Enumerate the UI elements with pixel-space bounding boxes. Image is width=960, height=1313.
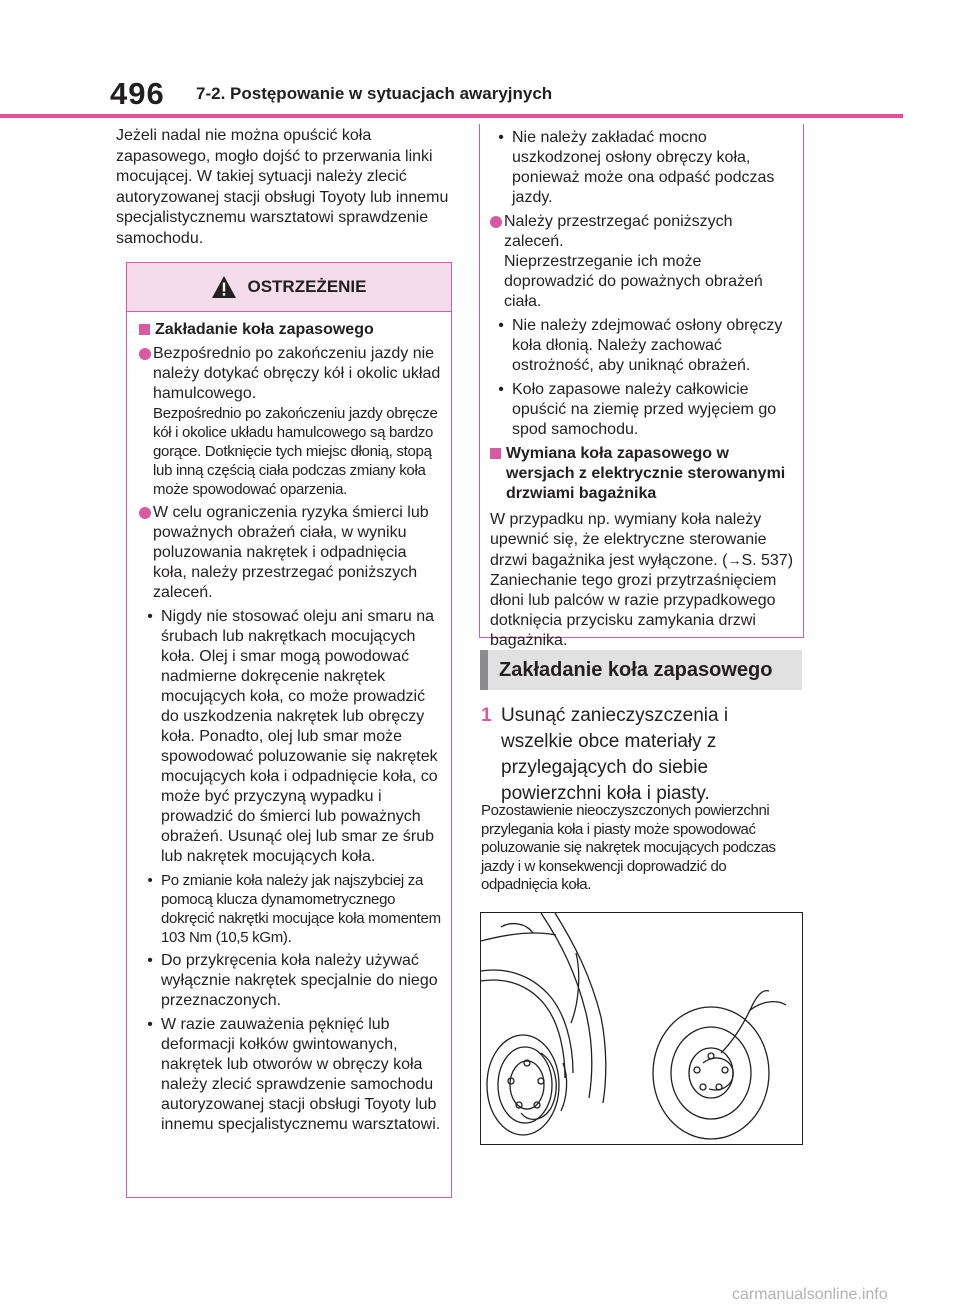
header-rule xyxy=(0,114,903,118)
warning-bullet xyxy=(490,316,795,376)
left-column xyxy=(116,126,454,249)
intro-paragraph: Jeżeli nadal nie można opuścić koła zapasowego, mogło dojść to przerwania linki mocującej. W takiej sytuacji należy zlecić autoryzowanej stacji obsługi Toyoty lub innemu specjalistycznemu warsztatowi sprawdzenie samochodu. xyxy=(116,127,449,247)
bullet-icon: • xyxy=(498,317,504,334)
square-bullet-icon xyxy=(139,324,150,335)
warning-body-continued xyxy=(480,124,803,651)
bullet-icon: • xyxy=(498,129,504,146)
warning-bullet-text: Nigdy nie stosować oleju ani smaru na śrubach lub nakrętkach mocujących koła. Olej i smar mogą powodować nadmierne dokręcenie nakrętek mocujących koła, co może prowadzić do uszkodzenia nakrętek lub obręczy koła. Ponadto, olej lub smar może spowodować poluzowanie się nakrętek mocujących koła i odpadnięcie koła, co może być przyczyną wypadku i prowadzić do śmierci lub poważnych obrażeń. Usunąć olej lub smar ze śrub lub nakrętek mocujących koła. xyxy=(161,608,438,865)
warning-bullet xyxy=(490,380,795,440)
warning-point-text: Bezpośrednio po zakończeniu jazdy nie należy dotykać obręczy kół i okolic układ hamulcowego. xyxy=(153,345,441,402)
square-bullet-icon xyxy=(490,448,501,459)
warning-bullet-text: Nie należy zdejmować osłony obręczy koła dłonią. Należy zachować ostrożność, aby uniknąć obrażeń. xyxy=(512,317,783,374)
warning-bullet xyxy=(139,951,441,1011)
warning-bullet xyxy=(139,871,441,947)
bullet-icon: • xyxy=(147,872,153,889)
warning-bullet-text: Nie należy zakładać mocno uszkodzonej osłony obręczy koła, ponieważ może ona odpaść podczas jazdy. xyxy=(512,129,775,206)
page-number: 496 xyxy=(110,76,165,111)
step-1 xyxy=(481,703,801,807)
warning-body xyxy=(127,312,451,1135)
warning-bullet-text: Po zmianie koła należy jak najszybciej za pomocą klucza dynamometrycznego dokręcić nakrętki mocujące koła momentem 103 Nm (10,5 kGm). xyxy=(161,872,441,946)
warning-point xyxy=(490,212,795,312)
warning-subheading: Zakładanie koła zapasowego xyxy=(139,320,441,340)
warning-bullet-text: W razie zauważenia pęknięć lub deformacji kołków gwintowanych, nakrętek lub otworów w obręczy koła należy zlecić sprawdzenie samochodu autoryzowanej stacji obsługi Toyoty lub innemu specjalistycznemu warsztatowi. xyxy=(161,1016,441,1133)
bullet-icon: • xyxy=(147,608,153,625)
warning-subheading: Wymiana koła zapasowego w wersjach z elektrycznie sterowanymi drzwiami bagażnika xyxy=(490,444,795,504)
warning-point-text: W celu ograniczenia ryzyka śmierci lub poważnych obrażeń ciała, w wyniku poluzowania nakrętek i odpadnięcia koła, należy przestrzegać poniższych zaleceń. xyxy=(153,504,429,601)
warning-point-text: Bezpośrednio po zakończeniu jazdy obręcze kół i okolice układu hamulcowego są bardzo gorące. Dotknięcie tych miejsc dłonią, stopą lub inną częścią ciała podczas zmiany koła może spowodować oparzenia. xyxy=(153,405,438,498)
warning-bullet-text: Koło zapasowe należy całkowicie opuścić na ziemię przed wyjęciem go spod samochodu. xyxy=(512,381,777,438)
warning-point-text: Nieprzestrzeganie ich może doprowadzić do poważnych obrażeń ciała. xyxy=(504,253,763,310)
warning-paragraph: W przypadku np. wymiany koła należy upewnić się, że elektryczne sterowanie drzwi bagażnika jest wyłączone. (→S. 537) Zaniechanie tego grozi przytrzaśnięciem dłoni lub palców w razie przypadkowego dotknięcia przycisku zamykania drzwi bagażnika. xyxy=(490,511,794,649)
warning-bullet xyxy=(490,128,795,208)
section-title: 7-2. Postępowanie w sytuacjach awaryjnych xyxy=(196,84,553,103)
circle-bullet-icon xyxy=(139,348,151,360)
bullet-icon: • xyxy=(147,1016,153,1033)
bullet-icon: • xyxy=(147,952,153,969)
step-text: Usunąć zanieczyszczenia i wszelkie obce materiały z przylegających do siebie powierzchni koła i piasty. xyxy=(501,705,729,804)
warning-title: OSTRZEŻENIE xyxy=(247,277,367,296)
warning-bullet xyxy=(139,1015,441,1135)
bullet-icon: • xyxy=(498,381,504,398)
circle-bullet-icon xyxy=(139,507,151,519)
warning-bullet-text: Do przykręcenia koła należy używać wyłącznie nakrętek specjalnie do niego przeznaczonych. xyxy=(161,952,438,1009)
warning-point xyxy=(139,344,441,499)
wheel-cleaning-illustration xyxy=(480,912,803,1145)
warning-triangle-icon xyxy=(211,275,237,299)
circle-bullet-icon xyxy=(490,216,502,228)
watermark: carmanualsonline.info xyxy=(732,1286,888,1303)
warning-bullet xyxy=(139,607,441,867)
wheel-illustration-svg xyxy=(481,913,802,1144)
step-note: Pozostawienie nieoczyszczonych powierzchni przylegania koła i piasty może spowodować poluzowanie się nakrętek mocujących podczas jazdy i w konsekwencji doprowadzić do odpadnięcia koła. xyxy=(481,802,776,893)
step-number: 1 xyxy=(481,705,492,726)
warning-point-text: Należy przestrzegać poniższych zaleceń. xyxy=(504,213,733,250)
arrow-right-icon: → xyxy=(727,552,742,568)
warning-point xyxy=(139,503,441,603)
main-heading: Zakładanie koła zapasowego xyxy=(480,650,802,690)
warning-header xyxy=(127,263,451,312)
warning-box xyxy=(126,262,452,1198)
warning-box-continued xyxy=(479,124,804,649)
